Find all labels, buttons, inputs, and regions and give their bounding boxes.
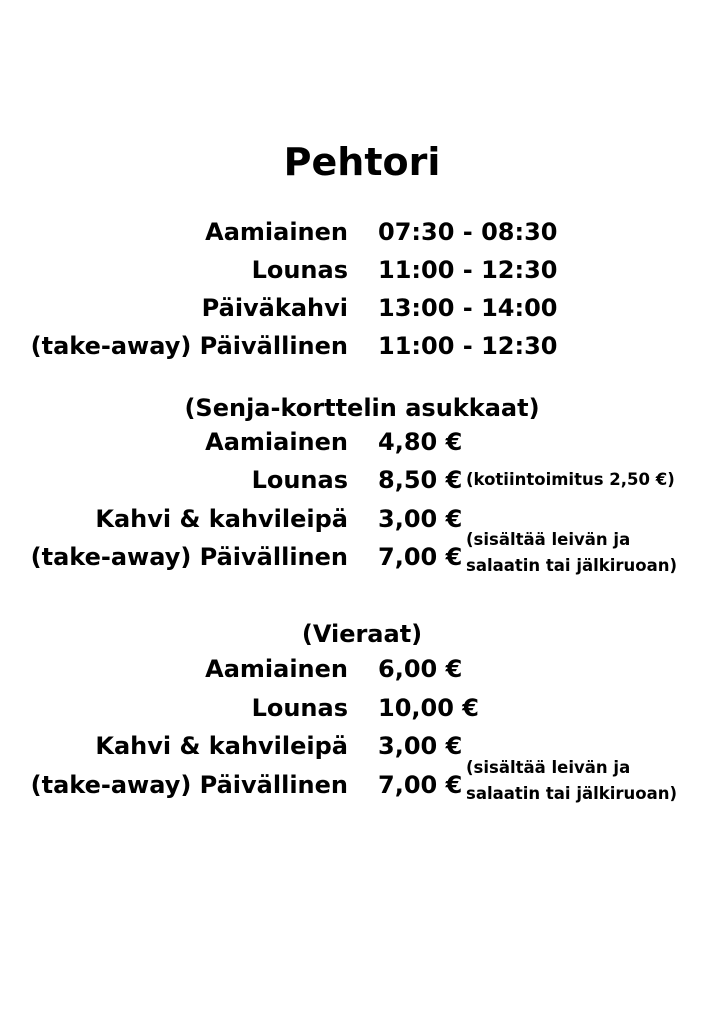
price-value: 3,00 € — [378, 732, 463, 760]
residents-row-breakfast — [0, 423, 724, 461]
guests-heading: (Vieraat) — [301, 620, 423, 648]
schedule-time: 13:00 - 14:00 — [378, 294, 558, 322]
price-label: Lounas — [251, 466, 348, 494]
note-line: salaatin tai jälkiruoan) — [466, 784, 678, 803]
price-value: 7,00 € — [378, 543, 463, 571]
note-line: (sisältää leivän ja — [466, 530, 631, 549]
schedule-time: 11:00 - 12:30 — [378, 332, 558, 360]
price-value: 8,50 € — [378, 466, 463, 494]
price-value: 7,00 € — [378, 771, 463, 799]
note-line: salaatin tai jälkiruoan) — [466, 556, 678, 575]
price-value: 4,80 € — [378, 428, 463, 456]
schedule-time: 11:00 - 12:30 — [378, 256, 558, 284]
guests-row-breakfast — [0, 650, 724, 688]
schedule-row-coffee — [0, 289, 724, 327]
schedule-row-breakfast — [0, 213, 724, 251]
schedule-row-lunch — [0, 251, 724, 289]
schedule-label: Päiväkahvi — [201, 294, 348, 322]
price-label: (take-away) Päivällinen — [30, 771, 348, 799]
residents-dinner-note — [466, 527, 677, 579]
schedule-label: Lounas — [251, 256, 348, 284]
schedule-label: (take-away) Päivällinen — [30, 332, 348, 360]
price-label: Aamiainen — [205, 428, 348, 456]
schedule-label: Aamiainen — [205, 218, 348, 246]
price-value: 10,00 € — [378, 694, 479, 722]
price-value: 3,00 € — [378, 505, 463, 533]
page-title: Pehtori — [283, 140, 441, 184]
residents-delivery-note: (kotiintoimitus 2,50 €) — [466, 470, 675, 489]
price-label: Lounas — [251, 694, 348, 722]
price-label: Kahvi & kahvileipä — [95, 505, 348, 533]
price-label: (take-away) Päivällinen — [30, 543, 348, 571]
guests-row-lunch — [0, 689, 724, 727]
price-value: 6,00 € — [378, 655, 463, 683]
note-line: (sisältää leivän ja — [466, 758, 631, 777]
schedule-time: 07:30 - 08:30 — [378, 218, 558, 246]
residents-heading: (Senja-korttelin asukkaat) — [184, 394, 540, 422]
price-label: Aamiainen — [205, 655, 348, 683]
schedule-row-dinner — [0, 327, 724, 365]
guests-dinner-note — [466, 755, 677, 807]
price-label: Kahvi & kahvileipä — [95, 732, 348, 760]
